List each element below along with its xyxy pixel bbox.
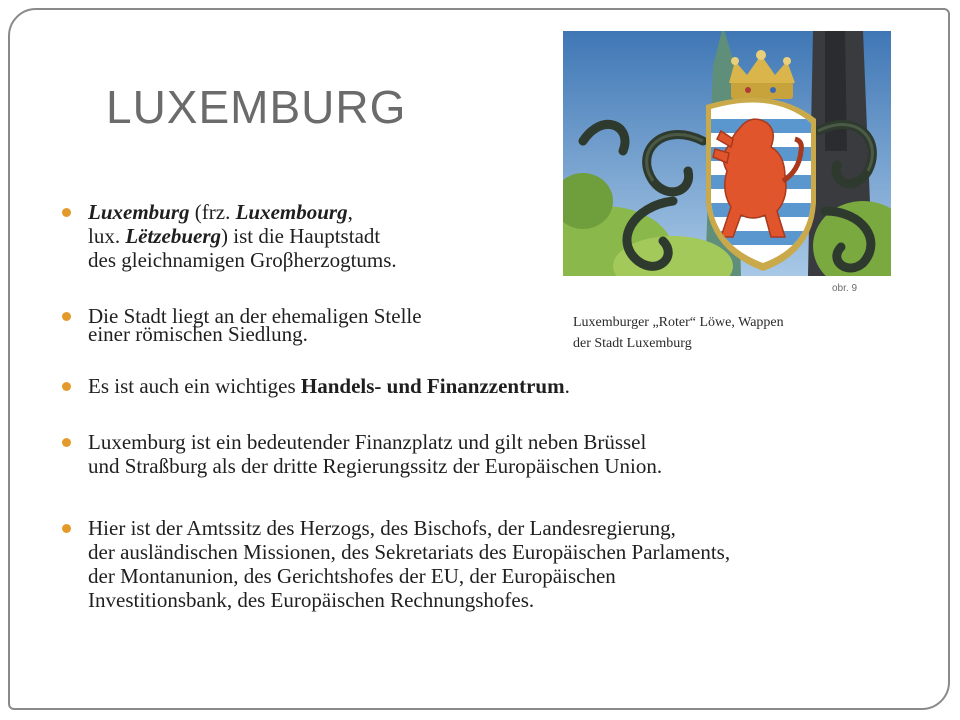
- bullet-line: einer römischen Siedlung.: [88, 322, 308, 346]
- caption-line: der Stadt Luxemburg: [573, 336, 692, 351]
- bullet-line: der Montanunion, des Gerichtshofes der EU, der Europäischen: [88, 564, 616, 588]
- text-fragment: ,: [347, 200, 353, 224]
- bullet-text: [88, 430, 662, 478]
- bullet-dot-icon: [62, 382, 71, 391]
- bullet-line: Luxemburg ist ein bedeutender Finanzplatz und gilt neben Brüssel: [88, 430, 647, 454]
- bullet-text: [88, 304, 422, 346]
- bullet-line: [88, 224, 397, 248]
- text-fragment: lux.: [88, 224, 126, 248]
- bullet-text: [88, 516, 730, 612]
- photo-credit: obr. 9: [832, 283, 858, 294]
- bullet-dot-icon: [62, 312, 71, 321]
- bullet-line: der ausländischen Missionen, des Sekretariats des Europäischen Parlaments,: [88, 540, 731, 564]
- bullet-line: und Straßburg als der dritte Regierungssitz der Europäischen Union.: [88, 454, 663, 478]
- bullet-line: Die Stadt liegt an der ehemaligen Stelle: [88, 304, 422, 328]
- coat-of-arms-illustration: [563, 31, 891, 276]
- bullet-dot-icon: [62, 438, 71, 447]
- bullet-text: [88, 374, 570, 398]
- text-fragment: Es ist auch ein wichtiges: [88, 374, 301, 398]
- emphasis-term: Luxembourg: [235, 200, 348, 224]
- emphasis-term: Handels- und Finanzzentrum: [300, 374, 565, 398]
- coat-of-arms-photo: [563, 31, 891, 276]
- bullet-line: [88, 374, 570, 398]
- emphasis-term: Lëtzebuerg: [125, 224, 221, 248]
- emphasis-term: Luxemburg: [88, 200, 190, 224]
- bullet-dot-icon: [62, 208, 71, 217]
- bullet-line: des gleichnamigen Groβherzogtums.: [88, 248, 397, 272]
- bullet-line: [88, 200, 397, 224]
- image-caption: [573, 312, 784, 354]
- text-fragment: (frz.: [189, 200, 236, 224]
- caption-line: Luxemburger „Roter“ Löwe, Wappen: [573, 315, 784, 330]
- text-fragment: ) ist die Hauptstadt: [221, 224, 381, 248]
- bullet-line: Hier ist der Amtssitz des Herzogs, des Bischofs, der Landesregierung,: [88, 516, 676, 540]
- bullet-line: Investitionsbank, des Europäischen Rechnungshofes.: [88, 588, 535, 612]
- bullet-text: [88, 200, 397, 272]
- bullet-dot-icon: [62, 524, 71, 533]
- slide-title: LUXEMBURG: [106, 81, 407, 133]
- text-fragment: .: [564, 374, 570, 398]
